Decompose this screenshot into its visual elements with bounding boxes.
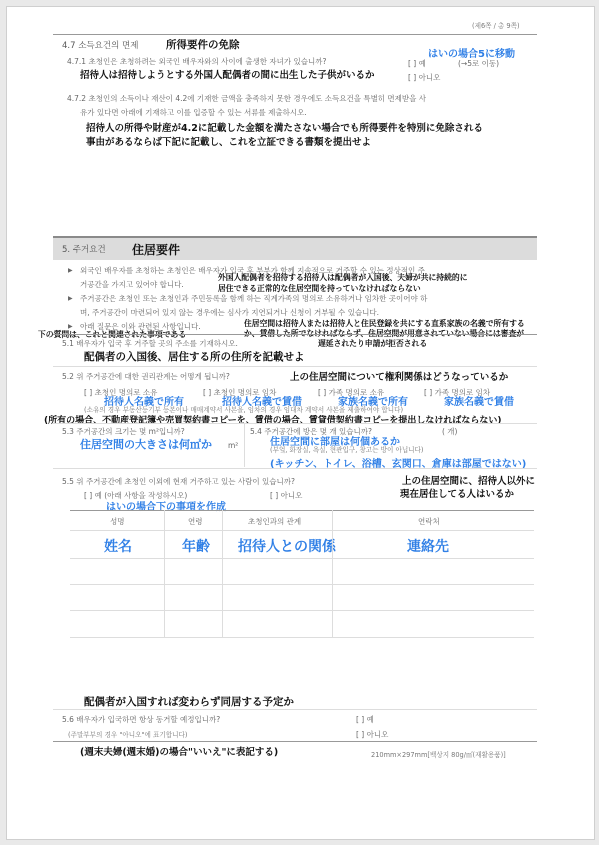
bullet2-jp-line3: 遅延されたり申請が拒否される [318, 339, 428, 348]
q471-no-checkbox[interactable]: [ ] 아니오 [408, 73, 441, 82]
q54-note-jp: (キッチン、トイレ、浴槽、玄関口、倉庫は部屋ではない) [270, 459, 527, 470]
q471-text-jp: 招待人は招待しようとする外国人配偶者の間に出生した子供がいるか [80, 70, 375, 81]
col-header-relation: 초청인과의 관계 [248, 517, 302, 526]
bullet3-jp: 下の質問は、これと関連された事項である [38, 330, 187, 339]
q53-text: 5.3 주거공간의 크기는 몇 m²입니까? [62, 427, 185, 436]
q471-yes-arrow: (→5로 이동) [458, 59, 500, 68]
row-divider [53, 423, 537, 424]
table-row [70, 584, 534, 585]
bullet1-jp-line2: 居住できる正常的な住居空間を持っていなければならない [218, 284, 421, 293]
q472-text-jp-line1: 招待人の所得や財産が4.2に記載した金額を満たさない場合でも所得要件を特別に免除される [86, 123, 483, 134]
col-header-name-jp: 姓名 [104, 539, 132, 555]
bullet2-line1: 주거공간은 초청인 또는 초청인과 주민등록을 함께 하는 직계가족의 명의로 소유하거나 임차한 곳이어야 하 [80, 294, 428, 303]
q472-text-jp-line2: 事由があるならば下記に記載し、これを立証できる書類を提出せよ [86, 137, 372, 148]
q471-note-jp: はいの場合5に移動 [428, 49, 515, 60]
col-header-contact: 연락처 [418, 517, 440, 526]
col-header-contact-jp: 連絡先 [407, 539, 449, 555]
bullet-icon: ▶ [68, 295, 73, 302]
bullet3-line: 아래 질문은 이와 관련된 사항입니다. [80, 322, 201, 331]
section-47-heading-jp: 所得要件の免除 [166, 39, 240, 51]
section-5-header [53, 236, 537, 260]
q55-text-jp1: 上の住居空間に、招待人以外に [402, 476, 536, 487]
opt-own-family-jp: 家族名義で所有 [338, 397, 408, 408]
section-5-title-jp: 住居要件 [132, 243, 181, 257]
section-5-title: 5. 주거요건 [62, 245, 106, 255]
q55-text-jp2: 現在居住してる人はいるか [400, 489, 515, 500]
q52-note: (소유의 경우 부동산등기부 등본이나 매매계약서 사본을, 임차의 경우 임대차 계약서 사본을 제출하여야 합니다) [84, 406, 404, 414]
q471-yes-checkbox[interactable]: [ ] 예 [408, 59, 426, 68]
q55-no-checkbox[interactable]: [ ] 아니오 [270, 491, 303, 500]
q56-text-jp: 配偶者が入国すれば変わらず同居する予定か [84, 696, 294, 708]
col-header-relation-jp: 招待人との関係 [238, 539, 336, 555]
opt-rent-self-jp: 招待人名義で賃借 [222, 397, 302, 408]
opt-rent-self-checkbox[interactable]: [ ] 초청인 명의로 임차 [203, 388, 277, 397]
table-row [70, 530, 534, 531]
q52-text: 5.2 위 주거공간에 대한 권리관계는 어떻게 됩니까? [62, 372, 230, 381]
table-row [70, 558, 534, 559]
q54-note: (부엌, 화장실, 욕실, 현관입구, 창고는 방이 아닙니다) [270, 446, 424, 454]
section-divider [53, 334, 537, 335]
q53-unit: m² [228, 441, 239, 450]
opt-own-self-checkbox[interactable]: [ ] 초청인 명의로 소유 [84, 388, 158, 397]
opt-own-self-jp: 招待人名義で所有 [104, 397, 184, 408]
section-divider [53, 741, 537, 742]
q52-text-jp: 上の住居空間について権利関係はどうなっているか [290, 372, 509, 383]
q52-note-jp: (所有の場合、不動産登記簿や売買契約書コピーを、賃借の場合、賃貸借契約書コピーを提出しなければならない) [44, 416, 502, 426]
q55-yes-checkbox[interactable]: [ ] 예 (아래 사항을 작성하시오) [84, 491, 188, 500]
col-header-name: 성명 [110, 517, 125, 526]
q55-yes-jp: はいの場合下の事項を作成 [106, 502, 226, 513]
q51-text: 5.1 배우자가 입국 후 거주할 곳의 주소를 기재하시오. [62, 339, 238, 348]
table-top-border [70, 510, 534, 511]
column-divider [244, 423, 245, 467]
column-divider [222, 510, 223, 637]
q55-text: 5.5 위 주거공간에 초청인 이외에 현재 거주하고 있는 사람이 있습니까? [62, 477, 295, 486]
paper-size-footer: 210mm×297mm[백상지 80g/㎡(재활용품)] [371, 751, 506, 759]
page-number: (제6쪽 / 총 9쪽) [472, 22, 520, 30]
bullet2-jp-line1: 住居空間は招待人または招待人と住民登録を共にする直系家族の名義で所有する [244, 319, 525, 328]
table-row [70, 610, 534, 611]
bullet-icon: ▶ [68, 323, 73, 330]
bullet1-jp-line1: 外国人配偶者を招待する招待人は配偶者が入国後、夫婦が共に持続的に [218, 273, 468, 282]
column-divider [164, 510, 165, 637]
q471-text: 4.7.1 초청인은 초청하려는 외국인 배우자와의 사이에 출생한 자녀가 있습니까? [67, 57, 327, 66]
opt-rent-family-checkbox[interactable]: [ ] 가족 명의로 임차 [424, 388, 491, 397]
q56-sub-jp: (週末夫婦(週末婚)の場合"いいえ"に表記する) [80, 747, 279, 758]
row-divider [53, 468, 537, 469]
col-header-age-jp: 年齢 [182, 539, 210, 555]
q56-text: 5.6 배우자가 입국하면 항상 동거할 예정입니까? [62, 715, 221, 724]
opt-rent-family-jp: 家族名義で賃借 [444, 397, 514, 408]
q56-sub: (주말부부의 경우 "아니오"에 표기합니다) [68, 731, 188, 739]
q54-text: 5.4 주거공간에 방은 몇 개 있습니까? [250, 427, 373, 436]
q56-yes-checkbox[interactable]: [ ] 예 [356, 715, 374, 724]
q56-no-checkbox[interactable]: [ ] 아니오 [356, 730, 389, 739]
q54-text-jp: 住居空間に部屋は何個あるか [270, 437, 400, 448]
col-header-age: 연령 [188, 517, 203, 526]
bullet-icon: ▶ [68, 267, 73, 274]
q54-room-count[interactable]: ( 개) [442, 427, 458, 436]
row-divider [53, 709, 537, 710]
row-divider [53, 366, 537, 367]
q53-text-jp: 住居空間の大きさは何㎡か [80, 438, 212, 451]
table-row [70, 637, 534, 638]
q51-text-jp: 配偶者の入国後、居住する所の住所を記載せよ [84, 351, 305, 363]
section-47-heading: 4.7 소득요건의 면제 [62, 41, 139, 51]
bullet1-line1: 외국인 배우자를 초청하는 초청인은 배우자가 입국 후 부부가 함께 지속적으로 거주할 수 있는 정상적인 주 [80, 266, 425, 275]
column-divider [332, 510, 333, 637]
section-divider [53, 34, 537, 35]
bullet2-line2: 며, 주거공간이 마련되어 있지 않는 경우에는 심사가 지연되거나 신청이 거부될 수 있습니다. [80, 308, 380, 317]
q472-text-line1: 4.7.2 초청인의 소득이나 재산이 4.2에 기재한 금액을 충족하지 못한 경우에도 소득요건을 특별히 면제받을 사 [67, 94, 427, 103]
q472-text-line2: 유가 있다면 아래에 기재하고 이를 입증할 수 있는 서류를 제출하시오. [80, 108, 307, 117]
bullet2-jp-line2: か、賃借した所でなければならず、住居空間が用意されていない場合には審査が [244, 329, 525, 338]
opt-own-family-checkbox[interactable]: [ ] 가족 명의로 소유 [318, 388, 385, 397]
bullet1-line2: 거공간을 가지고 있어야 합니다. [80, 280, 184, 289]
